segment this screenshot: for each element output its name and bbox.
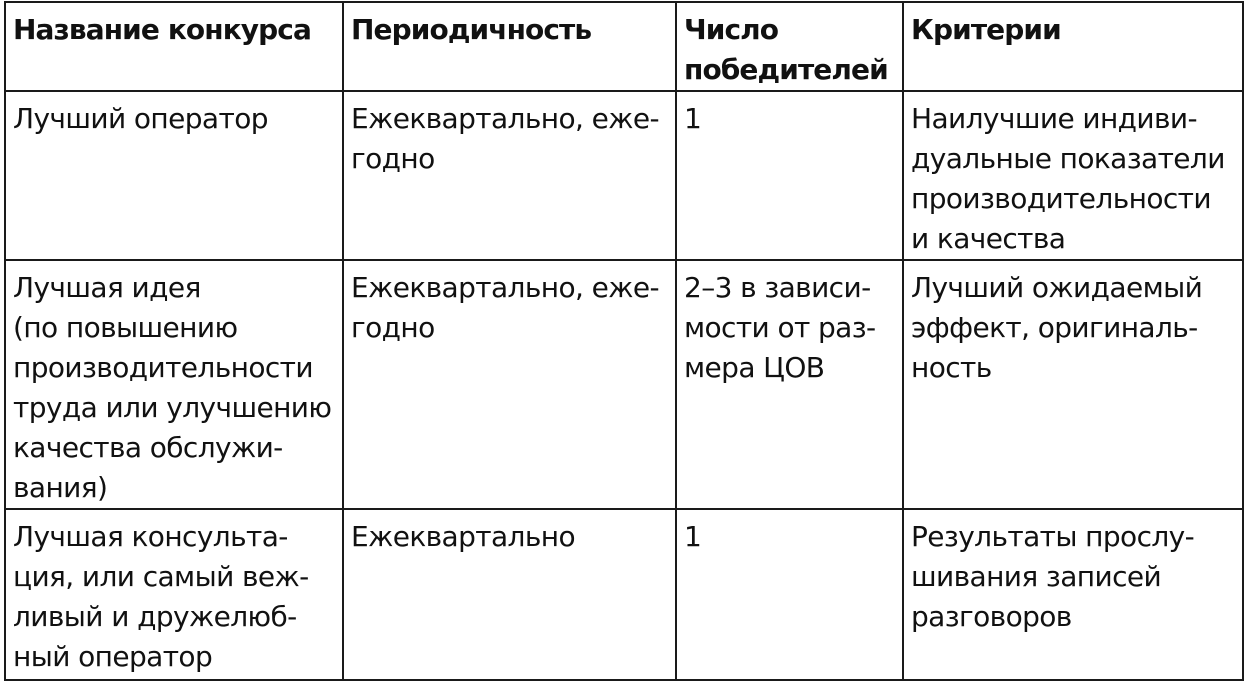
- table-header-row: [5, 2, 1243, 91]
- cell-winners-count: 1: [676, 91, 903, 260]
- cell-criteria: Результаты прослу- шивания записей разговоров: [903, 509, 1243, 680]
- header-winners-count: Число победителей: [676, 2, 903, 91]
- cell-contest-name: Лучшая идея (по повышению производительности труда или улучшению качества обслужи- вания): [5, 260, 343, 509]
- cell-criteria: Лучший ожидаемый эффект, оригиналь- ность: [903, 260, 1243, 509]
- cell-criteria: Наилучшие индиви- дуальные показатели производительности и качества: [903, 91, 1243, 260]
- table-row: [5, 91, 1243, 260]
- cell-contest-name: Лучший оператор: [5, 91, 343, 260]
- cell-winners-count: 2–3 в зависи- мости от раз- мера ЦОВ: [676, 260, 903, 509]
- table-row: [5, 260, 1243, 509]
- contest-table: [4, 1, 1244, 681]
- header-periodicity: Периодичность: [343, 2, 676, 91]
- cell-contest-name: Лучшая консульта- ция, или самый веж- ливый и дружелюб- ный оператор: [5, 509, 343, 680]
- header-contest-name: Название конкурса: [5, 2, 343, 91]
- cell-periodicity: Ежеквартально, еже- годно: [343, 260, 676, 509]
- cell-periodicity: Ежеквартально: [343, 509, 676, 680]
- cell-winners-count: 1: [676, 509, 903, 680]
- table-row: [5, 509, 1243, 680]
- header-criteria: Критерии: [903, 2, 1243, 91]
- cell-periodicity: Ежеквартально, еже- годно: [343, 91, 676, 260]
